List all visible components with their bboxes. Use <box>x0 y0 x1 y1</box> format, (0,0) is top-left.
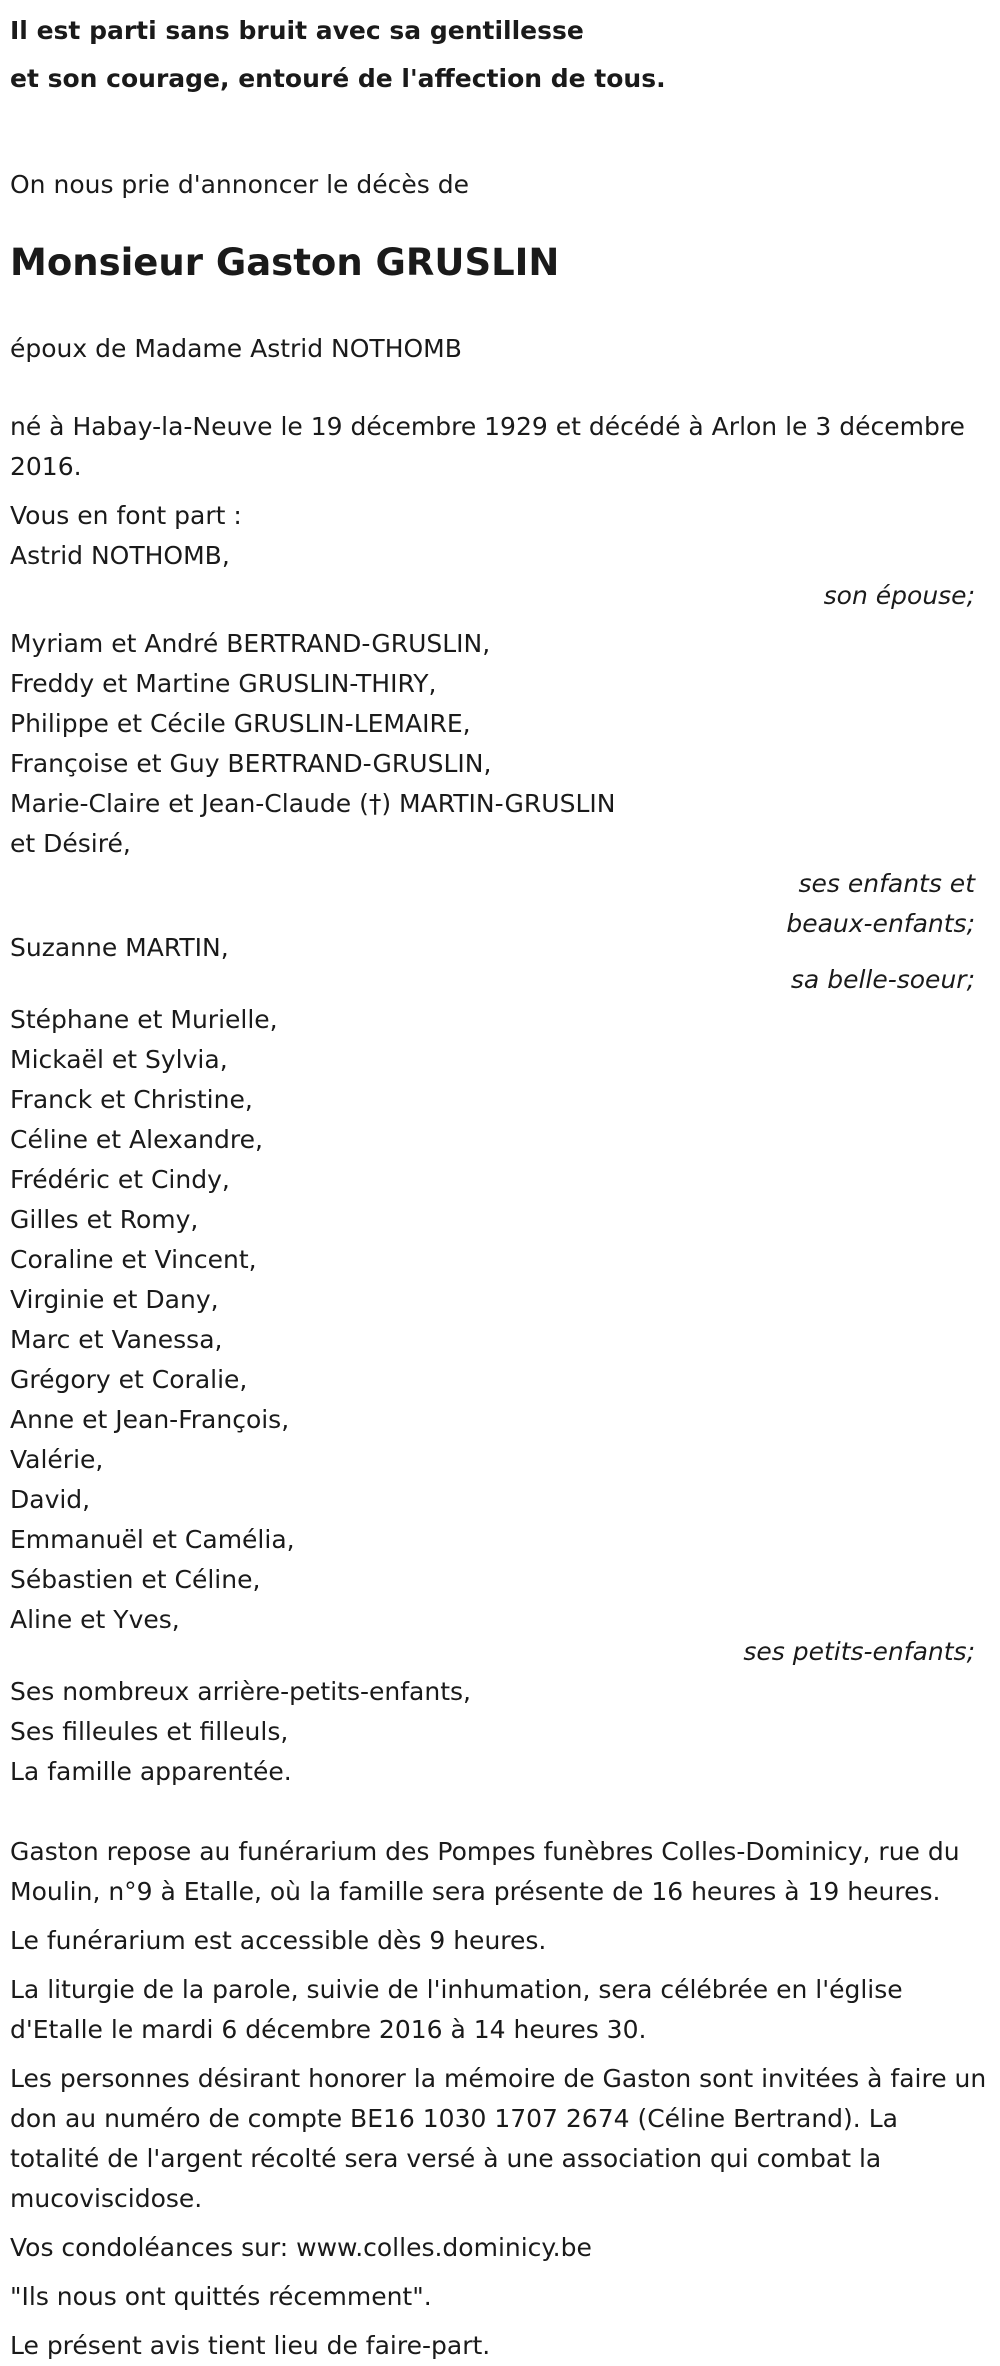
paragraph-donation: Les personnes désirant honorer la mémoire de Gaston sont invitées à faire un don au numéro de compte BE16 1030 1707 2674 (Céline Bertrand). La totalité de l'argent récolté sera versé à une association qui combat la mucoviscidose. <box>10 2064 987 2213</box>
paragraph-condolences: Vos condoléances sur: www.colles.dominicy.be <box>10 2233 592 2262</box>
family-group-spouse <box>10 536 995 616</box>
family-name: et Désiré, <box>10 829 131 858</box>
family-name: Marie-Claire et Jean-Claude (†) MARTIN-GRUSLIN <box>10 789 616 818</box>
family-name: Aline et Yves, <box>10 1605 180 1634</box>
obituary-content <box>10 0 995 2366</box>
paragraph-liturgy: La liturgie de la parole, suivie de l'inhumation, sera célébrée en l'église d'Etalle le mardi 6 décembre 2016 à 14 heures 30. <box>10 1975 903 2044</box>
paragraph-opening-hours: Le funérarium est accessible dès 9 heures. <box>10 1926 547 1955</box>
family-name: David, <box>10 1485 91 1514</box>
family-role: sa belle-soeur; <box>790 965 975 994</box>
intro-line: Il est parti sans bruit avec sa gentillesse <box>10 16 584 45</box>
family-name: Valérie, <box>10 1445 104 1474</box>
family-role: son épouse; <box>823 581 975 610</box>
family-name: Stéphane et Murielle, <box>10 1005 278 1034</box>
family-group-others <box>10 1672 995 1792</box>
paragraph-funerarium: Gaston repose au funérarium des Pompes funèbres Colles-Dominicy, rue du Moulin, n°9 à Etalle, où la famille sera présente de 16 heures à 19 heures. <box>10 1837 960 1906</box>
paragraph-quote: "Ils nous ont quittés récemment". <box>10 2282 432 2311</box>
closing-paragraphs <box>10 1832 995 2366</box>
family-role: beaux-enfants; <box>786 909 975 938</box>
family-name: Céline et Alexandre, <box>10 1125 263 1154</box>
spouse-of-text: époux de Madame Astrid NOTHOMB <box>10 334 462 363</box>
family-name: Gilles et Romy, <box>10 1205 199 1234</box>
family-name: Freddy et Martine GRUSLIN-THIRY, <box>10 669 437 698</box>
family-role: ses petits-enfants; <box>743 1637 975 1666</box>
family-name: Myriam et André BERTRAND-GRUSLIN, <box>10 629 491 658</box>
deceased-name: Monsieur Gaston GRUSLIN <box>10 241 560 284</box>
birth-death-text: né à Habay-la-Neuve le 19 décembre 1929 et décédé à Arlon le 3 décembre 2016. <box>10 412 965 481</box>
intro-line: et son courage, entouré de l'affection de tous. <box>10 64 666 93</box>
family-name: La famille apparentée. <box>10 1757 292 1786</box>
family-name: Sébastien et Céline, <box>10 1565 261 1594</box>
paragraph-notice: Le présent avis tient lieu de faire-part. <box>10 2331 491 2360</box>
vous-en-font-part: Vous en font part : <box>10 501 242 530</box>
family-name: Virginie et Dany, <box>10 1285 219 1314</box>
family-name: Coraline et Vincent, <box>10 1245 257 1274</box>
family-name: Emmanuël et Camélia, <box>10 1525 295 1554</box>
family-group-children <box>10 624 995 944</box>
family-name: Grégory et Coralie, <box>10 1365 248 1394</box>
family-name: Astrid NOTHOMB, <box>10 541 230 570</box>
family-name: Suzanne MARTIN, <box>10 933 229 962</box>
family-name: Françoise et Guy BERTRAND-GRUSLIN, <box>10 749 492 778</box>
family-name: Mickaël et Sylvia, <box>10 1045 228 1074</box>
family-name: Philippe et Cécile GRUSLIN-LEMAIRE, <box>10 709 471 738</box>
family-name: Ses filleules et filleuls, <box>10 1717 289 1746</box>
announcement-text: On nous prie d'annoncer le décès de <box>10 170 469 199</box>
family-name: Anne et Jean-François, <box>10 1405 290 1434</box>
family-name: Marc et Vanessa, <box>10 1325 223 1354</box>
family-name: Ses nombreux arrière-petits-enfants, <box>10 1677 471 1706</box>
family-role: ses enfants et <box>798 869 975 898</box>
family-group-grandchildren <box>10 1000 995 1672</box>
family-name: Franck et Christine, <box>10 1085 253 1114</box>
family-name: Frédéric et Cindy, <box>10 1165 230 1194</box>
intro-quote <box>10 0 995 103</box>
